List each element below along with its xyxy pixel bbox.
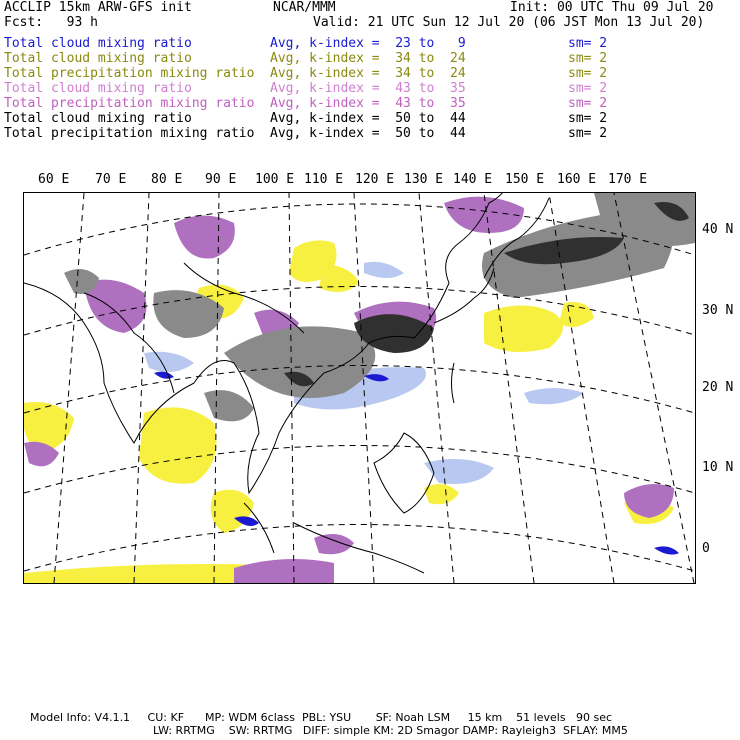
map-panel [23, 192, 696, 584]
legend-field: Total cloud mixing ratio [4, 51, 192, 66]
magenta-field [174, 216, 235, 259]
latitude-label: 30 N [702, 303, 734, 318]
longitude-label: 90 E [205, 172, 237, 187]
legend-field: Total precipitation mixing ratio [4, 66, 255, 81]
longitude-label: 160 E [557, 172, 597, 187]
legend-sm: sm= 2 [568, 66, 608, 81]
precip-fields [24, 193, 695, 583]
longitude-label: 140 E [453, 172, 493, 187]
map-canvas [24, 193, 695, 583]
lightblue-field [524, 388, 584, 404]
magenta-field [314, 534, 354, 554]
longitude-label: 170 E [608, 172, 648, 187]
model-info-line2: LW: RRTMG SW: RRTMG DIFF: simple KM: 2D Smagor DAMP: Rayleigh3 SFLAY: MM5 [153, 724, 628, 737]
latitude-label: 40 N [702, 222, 734, 237]
legend-sm: sm= 2 [568, 51, 608, 66]
legend-sm: sm= 2 [568, 126, 608, 141]
longitude-label: 110 E [304, 172, 344, 187]
legend-field: Total precipitation mixing ratio [4, 96, 255, 111]
magenta-field [444, 197, 524, 233]
longitude-label: 60 E [38, 172, 70, 187]
legend-avg: Avg, k-index = 50 to 44 [270, 111, 466, 126]
legend-field: Total precipitation mixing ratio [4, 126, 255, 141]
lightblue-field [144, 352, 194, 372]
legend-field: Total cloud mixing ratio [4, 36, 192, 51]
latitude-label: 0 [702, 541, 710, 556]
title-left: ACCLIP 15km ARW-GFS init [4, 0, 192, 15]
legend-avg: Avg, k-index = 34 to 24 [270, 51, 466, 66]
init-time: Init: 00 UTC Thu 09 Jul 20 [510, 0, 714, 15]
longitude-label: 100 E [255, 172, 295, 187]
yellow-field [559, 302, 594, 327]
legend-sm: sm= 2 [568, 111, 608, 126]
legend-sm: sm= 2 [568, 96, 608, 111]
gray-field [204, 390, 254, 421]
legend-avg: Avg, k-index = 23 to 9 [270, 36, 466, 51]
legend-avg: Avg, k-index = 34 to 24 [270, 66, 466, 81]
latitude-label: 20 N [702, 380, 734, 395]
yellow-field [211, 490, 254, 533]
legend-sm: sm= 2 [568, 36, 608, 51]
forecast-hour: Fcst: 93 h [4, 15, 98, 30]
longitude-label: 80 E [151, 172, 183, 187]
lightblue-field [364, 262, 404, 278]
blue-field [154, 372, 174, 379]
lightblue-field [424, 459, 494, 484]
latitude-label: 10 N [702, 460, 734, 475]
legend-avg: Avg, k-index = 43 to 35 [270, 96, 466, 111]
legend-avg: Avg, k-index = 43 to 35 [270, 81, 466, 96]
title-center: NCAR/MMM [273, 0, 336, 15]
yellow-field [424, 484, 459, 504]
model-info-line1: Model Info: V4.1.1 CU: KF MP: WDM 6class PBL: YSU SF: Noah LSM 15 km 51 levels 90 sec [30, 711, 613, 724]
legend-sm: sm= 2 [568, 81, 608, 96]
valid-time: Valid: 21 UTC Sun 12 Jul 20 (06 JST Mon 13 Jul 20) [313, 15, 705, 30]
longitude-label: 120 E [355, 172, 395, 187]
magenta-field [234, 559, 334, 583]
longitude-label: 130 E [404, 172, 444, 187]
blue-field [654, 546, 679, 554]
longitude-label: 150 E [505, 172, 545, 187]
yellow-field [484, 306, 563, 353]
legend-avg: Avg, k-index = 50 to 44 [270, 126, 466, 141]
legend-field: Total cloud mixing ratio [4, 111, 192, 126]
yellow-field [139, 407, 217, 483]
longitude-label: 70 E [95, 172, 127, 187]
legend-field: Total cloud mixing ratio [4, 81, 192, 96]
yellow-field [319, 263, 359, 292]
coastline [374, 433, 434, 513]
